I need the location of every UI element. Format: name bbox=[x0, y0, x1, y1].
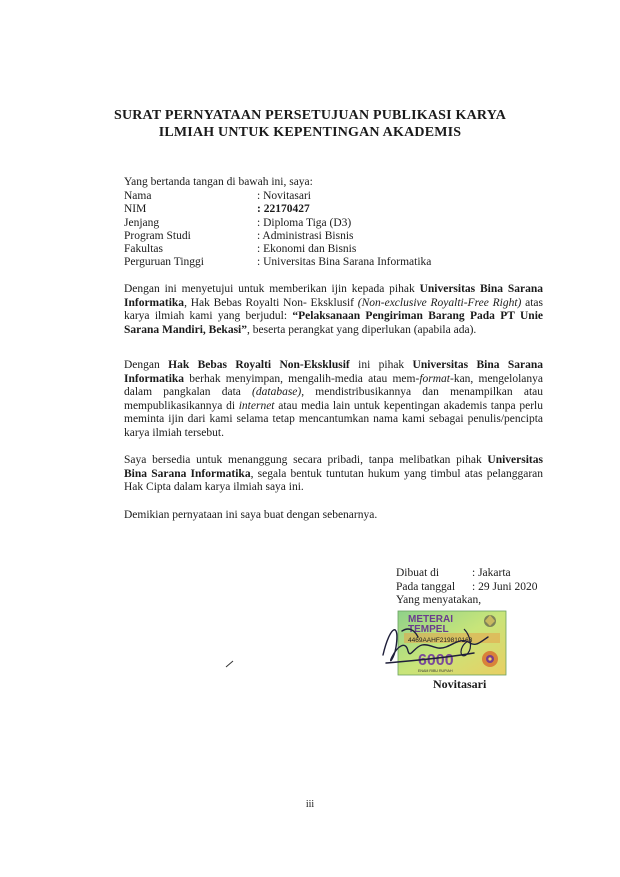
paragraph-rights bbox=[124, 359, 543, 441]
text: berhak menyimpan, mengalih-media atau mem- bbox=[184, 372, 420, 385]
stamp-amount: 6000 bbox=[418, 652, 454, 669]
stamp-currency: ENAM RIBU RUPIAH bbox=[418, 669, 453, 673]
page-number: iii bbox=[305, 799, 315, 810]
place-label: Dibuat di bbox=[396, 567, 440, 579]
flower-emblem-icon bbox=[482, 651, 498, 667]
field-label: Program Studi bbox=[124, 229, 191, 242]
text: , mendistribusikannya dan menampilkan atau mempublikasikannya di bbox=[124, 386, 543, 412]
stamp-line1: METERAI bbox=[408, 614, 453, 625]
text: Dengan ini menyetujui untuk memberikan ijin kepada pihak bbox=[124, 283, 420, 295]
field-row-university bbox=[124, 256, 431, 269]
university-name: Universitas Bina Sarana Informatika bbox=[124, 283, 543, 309]
field-row-faculty bbox=[124, 243, 431, 256]
term-italic: internet bbox=[238, 399, 275, 412]
field-value: : Administrasi Bisnis bbox=[257, 229, 354, 242]
field-row-program bbox=[124, 230, 431, 243]
field-label: Perguruan Tinggi bbox=[124, 256, 204, 269]
stray-mark bbox=[225, 660, 235, 668]
text: , segala bentuk tuntutan hukum yang timbul atas pelanggaran Hak Cipta dalam karya ilmiah saya ini. bbox=[124, 467, 544, 494]
field-value: : Universitas Bina Sarana Informatika bbox=[257, 256, 432, 269]
text: ini pihak bbox=[349, 359, 413, 371]
field-label: Fakultas bbox=[124, 243, 163, 256]
field-value: : Diploma Tiga (D3) bbox=[257, 216, 352, 229]
date-row bbox=[396, 581, 538, 595]
stamp-serial: 4469AAHF219810163 bbox=[408, 637, 473, 644]
text: , Hak Bebas Royalti Non- Eksklusif bbox=[184, 296, 358, 309]
field-label: Jenjang bbox=[124, 216, 160, 229]
thesis-title: “Pelaksanaan Pengiriman Barang Pada PT Unie Sarana Mandiri, Bekasi” bbox=[124, 310, 544, 336]
term-italic: (Non-exclusive Royalti-Free Right) bbox=[357, 296, 522, 309]
title-line-1: SURAT PERNYATAAN PERSETUJUAN PUBLIKASI KARYA bbox=[113, 108, 507, 123]
university-name: Universitas Bina Sarana Informatika bbox=[124, 359, 543, 385]
text: atas karya ilmiah kami yang berjudul: bbox=[124, 296, 543, 323]
place-value: : Jakarta bbox=[472, 567, 511, 579]
signature-block bbox=[396, 567, 538, 608]
rights-term: Hak Bebas Royalti Non-Eksklusif bbox=[168, 359, 350, 371]
intro-text: Yang bertanda tangan di bawah ini, saya: bbox=[124, 176, 313, 188]
text: Dengan bbox=[124, 359, 169, 371]
text: , beserta perangkat yang diperlukan (apabila ada). bbox=[247, 323, 477, 336]
field-value: : 22170427 bbox=[257, 203, 310, 216]
stamp-line2: TEMPEL bbox=[408, 624, 449, 635]
field-row-nim bbox=[124, 203, 431, 216]
paragraph-liability bbox=[124, 454, 543, 495]
field-value: : Novitasari bbox=[257, 190, 311, 202]
term-italic: format bbox=[419, 372, 450, 385]
field-row-level bbox=[124, 217, 431, 230]
date-label: Pada tanggal bbox=[396, 580, 456, 593]
document-title bbox=[0, 107, 620, 141]
identity-fields bbox=[124, 190, 431, 270]
field-row-name bbox=[124, 190, 431, 203]
date-value: : 29 Juni 2020 bbox=[472, 580, 538, 593]
field-label: NIM bbox=[124, 203, 147, 216]
paragraph-consent bbox=[124, 283, 543, 337]
text: Saya bersedia untuk menanggung secara pribadi, tanpa melibatkan pihak bbox=[124, 454, 488, 466]
meterai-stamp bbox=[378, 607, 516, 677]
university-name: Universitas Bina Sarana Informatika bbox=[124, 454, 543, 480]
field-value: : Ekonomi dan Bisnis bbox=[257, 243, 357, 256]
title-line-2: ILMIAH UNTUK KEPENTINGAN AKADEMIS bbox=[158, 125, 462, 140]
text: atau media lain untuk kepentingan akademis tanpa perlu meminta ijin dari kami selama tetap mencantumkan nama kami sebagai penulis/pencipta karya ilmiah tersebut. bbox=[124, 399, 543, 439]
paragraph-closing: Demikian pernyataan ini saya buat dengan sebenarnya. bbox=[124, 509, 378, 521]
signer-name: Novitasari bbox=[433, 677, 487, 691]
statement-text: Yang menyatakan, bbox=[396, 594, 482, 606]
text: -kan, mengelolanya dalam pangkalan data bbox=[124, 372, 544, 399]
term-italic: (database) bbox=[252, 386, 302, 399]
field-label: Nama bbox=[124, 190, 152, 202]
garuda-emblem-icon bbox=[484, 615, 496, 627]
place-row bbox=[396, 567, 538, 581]
